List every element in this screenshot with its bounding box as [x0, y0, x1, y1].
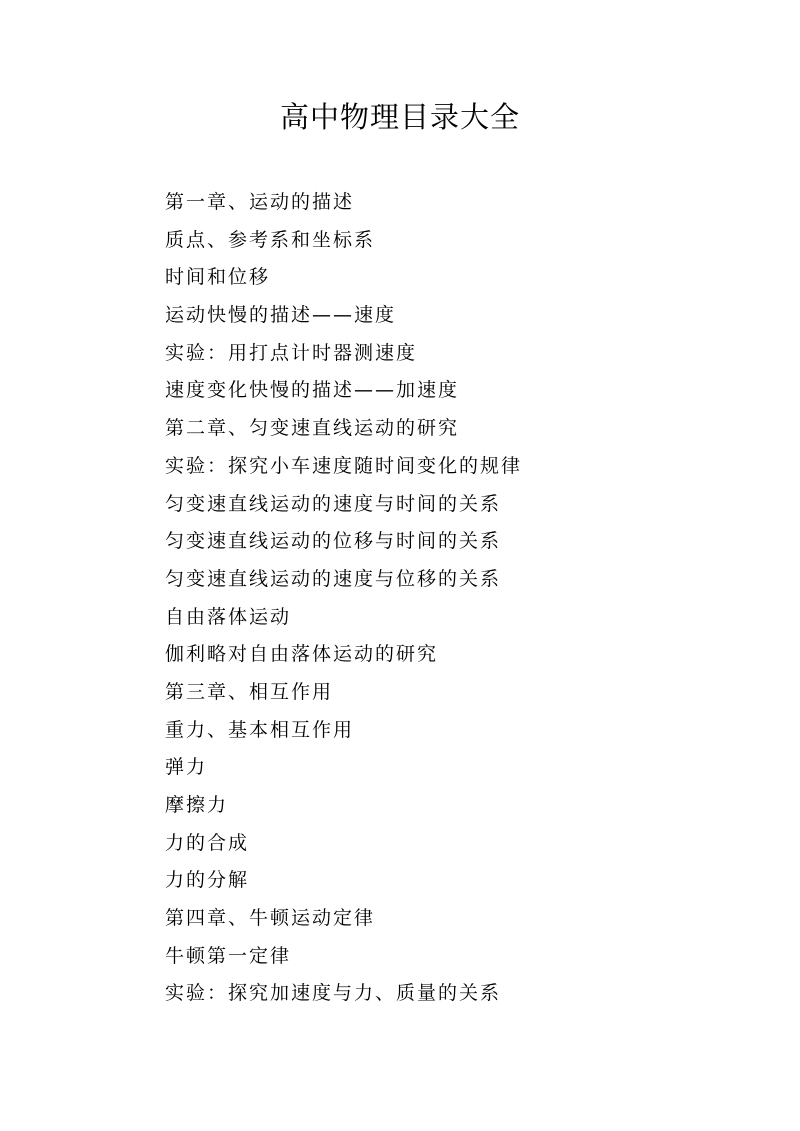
toc-item: 力的合成: [165, 831, 250, 854]
toc-item: 实验：探究加速度与力、质量的关系: [165, 982, 502, 1005]
toc-item: 匀变速直线运动的速度与时间的关系: [165, 492, 502, 515]
toc-item: 质点、参考系和坐标系: [165, 228, 376, 251]
toc-item: 第三章、相互作用: [165, 680, 334, 703]
toc-list: [165, 184, 522, 1013]
toc-item: 实验：用打点计时器测速度: [165, 341, 418, 364]
toc-item: 自由落体运动: [165, 605, 292, 628]
toc-item: 弹力: [165, 756, 208, 779]
toc-item: 摩擦力: [165, 794, 229, 816]
toc-item: 实验：探究小车速度随时间变化的规律: [165, 454, 523, 477]
toc-item: 第四章、牛顿运动定律: [165, 907, 376, 930]
toc-item: 时间和位移: [165, 266, 271, 289]
toc-item: 第一章、运动的描述: [165, 191, 355, 213]
toc-item: 牛顿第一定律: [165, 944, 292, 967]
page-title: 高中物理目录大全: [279, 100, 520, 134]
toc-item: 力的分解: [165, 869, 250, 892]
toc-item: 伽利略对自由落体运动的研究: [165, 643, 439, 666]
toc-item: 匀变速直线运动的速度与位移的关系: [165, 567, 502, 590]
toc-item: 第二章、匀变速直线运动的研究: [165, 417, 460, 440]
toc-item: 运动快慢的描述——速度: [165, 304, 397, 327]
toc-item: 速度变化快慢的描述——加速度: [165, 379, 460, 402]
toc-item: 匀变速直线运动的位移与时间的关系: [165, 530, 502, 553]
toc-item: 重力、基本相互作用: [165, 718, 355, 741]
